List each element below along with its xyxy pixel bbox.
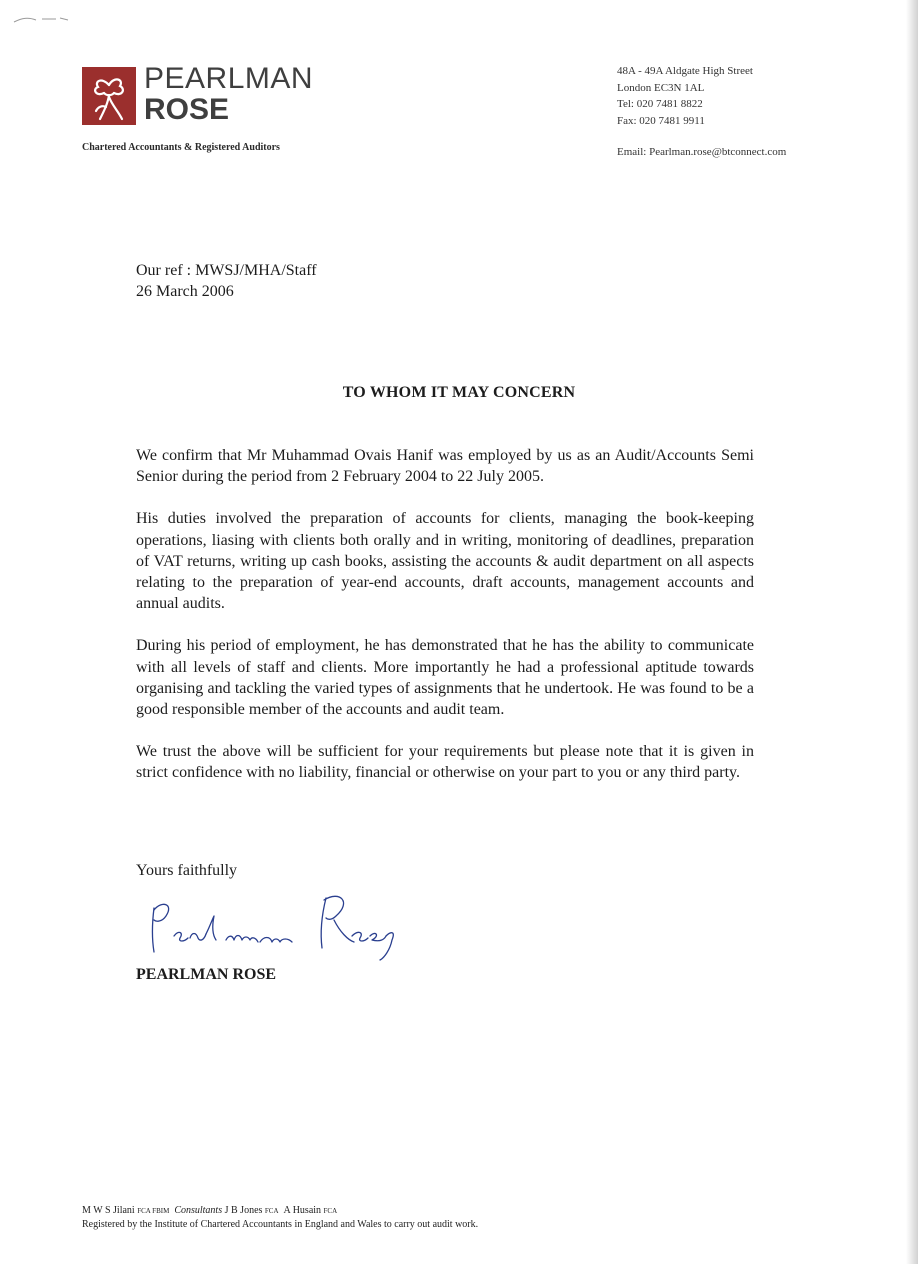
our-reference: Our ref : MWSJ/MHA/Staff xyxy=(136,262,317,279)
body-paragraph: His duties involved the preparation of accounts for clients, managing the book-keeping operations, liasing with clients both orally and in writing, monitoring of deadlines, preparation of VAT returns, writing up cash books, assisting the accounts & audit department on all aspects relating to the preparation of year-end accounts, draft accounts, management accounts and annual audits. xyxy=(136,510,754,613)
handwritten-signature xyxy=(140,880,410,965)
partner-quals: FCA FBIM xyxy=(137,1207,170,1215)
signatory-name: PEARLMAN ROSE xyxy=(136,966,277,983)
body-paragraph: We confirm that Mr Muhammad Ovais Hanif was employed by us as an Audit/Accounts Semi Senior during the period from 2 February 2004 to 22 July 2005. xyxy=(136,447,754,486)
consultant-quals: FCA xyxy=(323,1207,338,1215)
partner-name: M W S Jilani xyxy=(82,1205,135,1216)
logo-word-rose: ROSE xyxy=(144,93,230,126)
body-paragraph: We trust the above will be sufficient for your requirements but please note that it is given in strict confidence with no liability, financial or otherwise on your part to you or any third party. xyxy=(136,743,754,782)
footer-registration: Registered by the Institute of Chartered Accountants in England and Wales to carry out audit work. xyxy=(82,1219,479,1230)
flower-icon xyxy=(82,67,136,125)
reference-block xyxy=(136,260,317,302)
letter-date: 26 March 2006 xyxy=(136,283,234,300)
company-address xyxy=(617,63,753,129)
closing-salutation: Yours faithfully xyxy=(136,862,238,879)
scan-smudge xyxy=(12,14,72,24)
address-line-2: London EC3N 1AL xyxy=(617,81,705,94)
letter-footer xyxy=(82,1204,478,1232)
logo-word-pearlman: PEARLMAN xyxy=(144,62,314,95)
consultants-label: Consultants xyxy=(174,1205,223,1216)
company-tagline: Chartered Accountants & Registered Auditors xyxy=(82,142,280,153)
consultant-quals: FCA xyxy=(264,1207,279,1215)
address-line-1: 48A - 49A Aldgate High Street xyxy=(617,65,753,77)
body-paragraph: During his period of employment, he has demonstrated that he has the ability to communicate with all levels of staff and clients. More importantly he had a professional aptitude towards organising and tackling the varied types of assignments that he undertook. He was found to be a good responsible member of the accounts and audit team. xyxy=(136,637,754,719)
letter-heading: TO WHOM IT MAY CONCERN xyxy=(342,384,576,401)
scan-edge-shadow xyxy=(906,0,918,1264)
letter-body xyxy=(136,445,754,805)
email-address: Email: Pearlman.rose@btconnect.com xyxy=(617,146,787,158)
fax: Fax: 020 7481 9911 xyxy=(617,114,705,127)
footer-partners xyxy=(82,1204,478,1218)
telephone: Tel: 020 7481 8822 xyxy=(617,98,703,110)
consultant-name: A Husain xyxy=(283,1205,322,1216)
consultant-name: J B Jones xyxy=(224,1205,263,1216)
